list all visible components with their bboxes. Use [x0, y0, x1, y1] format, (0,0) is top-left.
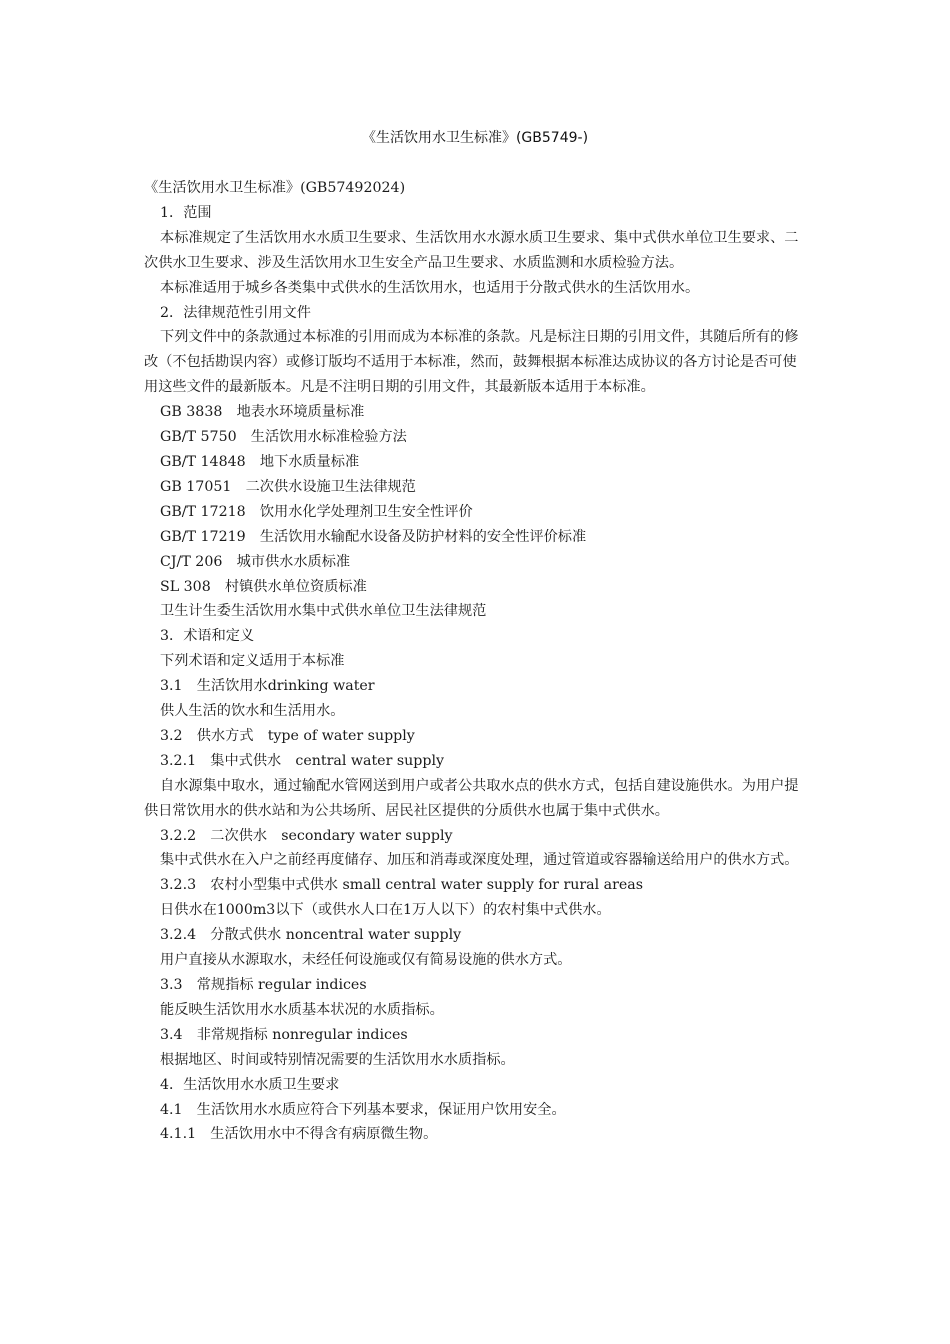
term-3-2-1: 3.2.1 集中式供水 central water supply: [160, 752, 445, 769]
document-heading: 《生活饮用水卫生标准》(GB57492024): [144, 180, 406, 196]
reference-item: GB 17051 二次供水设施卫生法律规范: [160, 478, 416, 495]
paragraph-references: 下列文件中的条款通过本标准的引用而成为本标准的条款。凡是标注日期的引用文件，其随后所有的修改（不包括勘误内容）或修订版均不适用于本标准，然而，鼓舞根据本标准达成协议的各方讨论是否可使用这些文件的最新版本。凡是不注明日期的引用文件，其最新版本适用于本标准。: [144, 329, 799, 396]
definition-3-4: 根据地区、时间或特别情况需要的生活饮用水水质指标。: [160, 1051, 515, 1068]
term-3-3: 3.3 常规指标 regular indices: [160, 977, 367, 993]
reference-item: GB 3838 地表水环境质量标准: [160, 404, 365, 421]
definition-3-1: 供人生活的饮水和生活用水。: [160, 703, 345, 720]
reference-item: CJ/T 206 城市供水水质标准: [160, 553, 351, 570]
term-3-2-3: 3.2.3 农村小型集中式供水 small central water supply for rural areas: [160, 877, 644, 894]
term-3-4: 3.4 非常规指标 nonregular indices: [160, 1026, 408, 1043]
document-body: [144, 176, 809, 1147]
paragraph-applicability: 本标准适用于城乡各类集中式供水的生活饮用水，也适用于分散式供水的生活饮用水。: [160, 279, 700, 296]
section-1-heading: 1．范围: [160, 204, 212, 221]
paragraph-terms-intro: 下列术语和定义适用于本标准: [160, 653, 345, 670]
reference-item: GB/T 14848 地下水质量标准: [160, 453, 360, 470]
document-title: 《生活饮用水卫生标准》(GB5749-): [361, 130, 589, 146]
section-2-heading: 2．法律规范性引用文件: [160, 304, 311, 321]
term-3-2: 3.2 供水方式 type of water supply: [160, 727, 415, 744]
reference-item: GB/T 17219 生活饮用水输配水设备及防护材料的安全性评价标准: [160, 528, 587, 545]
clause-4-1: 4.1 生活饮用水水质应符合下列基本要求，保证用户饮用安全。: [160, 1101, 566, 1118]
term-3-2-2: 3.2.2 二次供水 secondary water supply: [160, 827, 453, 844]
definition-3-2-3: 日供水在1000m3以下（或供水人口在1万人以下）的农村集中式供水。: [160, 902, 611, 919]
reference-item: 卫生计生委生活饮用水集中式供水单位卫生法律规范: [160, 603, 487, 620]
definition-3-2-4: 用户直接从水源取水，未经任何设施或仅有简易设施的供水方式。: [160, 952, 572, 969]
reference-item: GB/T 17218 饮用水化学处理剂卫生安全性评价: [160, 503, 473, 520]
term-3-2-4: 3.2.4 分散式供水 noncentral water supply: [160, 927, 462, 944]
definition-3-3: 能反映生活饮用水水质基本状况的水质指标。: [160, 1001, 444, 1018]
section-4-heading: 4．生活饮用水水质卫生要求: [160, 1076, 340, 1093]
definition-3-2-2: 集中式供水在入户之前经再度储存、加压和消毒或深度处理，通过管道或容器输送给用户的供水方式。: [160, 852, 799, 869]
reference-item: SL 308 村镇供水单位资质标准: [160, 578, 367, 595]
reference-item: GB/T 5750 生活饮用水标准检验方法: [160, 429, 407, 446]
section-3-heading: 3．术语和定义: [160, 628, 255, 645]
term-3-1: 3.1 生活饮用水drinking water: [160, 678, 375, 695]
clause-4-1-1: 4.1.1 生活饮用水中不得含有病原微生物。: [160, 1126, 438, 1143]
definition-3-2-1: 自水源集中取水，通过输配水管网送到用户或者公共取水点的供水方式，包括自建设施供水。为用户提供日常饮用水的供水站和为公共场所、居民社区提供的分质供水也属于集中式供水。: [144, 777, 799, 819]
paragraph-scope: 本标准规定了生活饮用水水质卫生要求、生活饮用水水源水质卫生要求、集中式供水单位卫生要求、二次供水卫生要求、涉及生活饮用水卫生安全产品卫生要求、水质监测和水质检验方法。: [144, 229, 799, 271]
